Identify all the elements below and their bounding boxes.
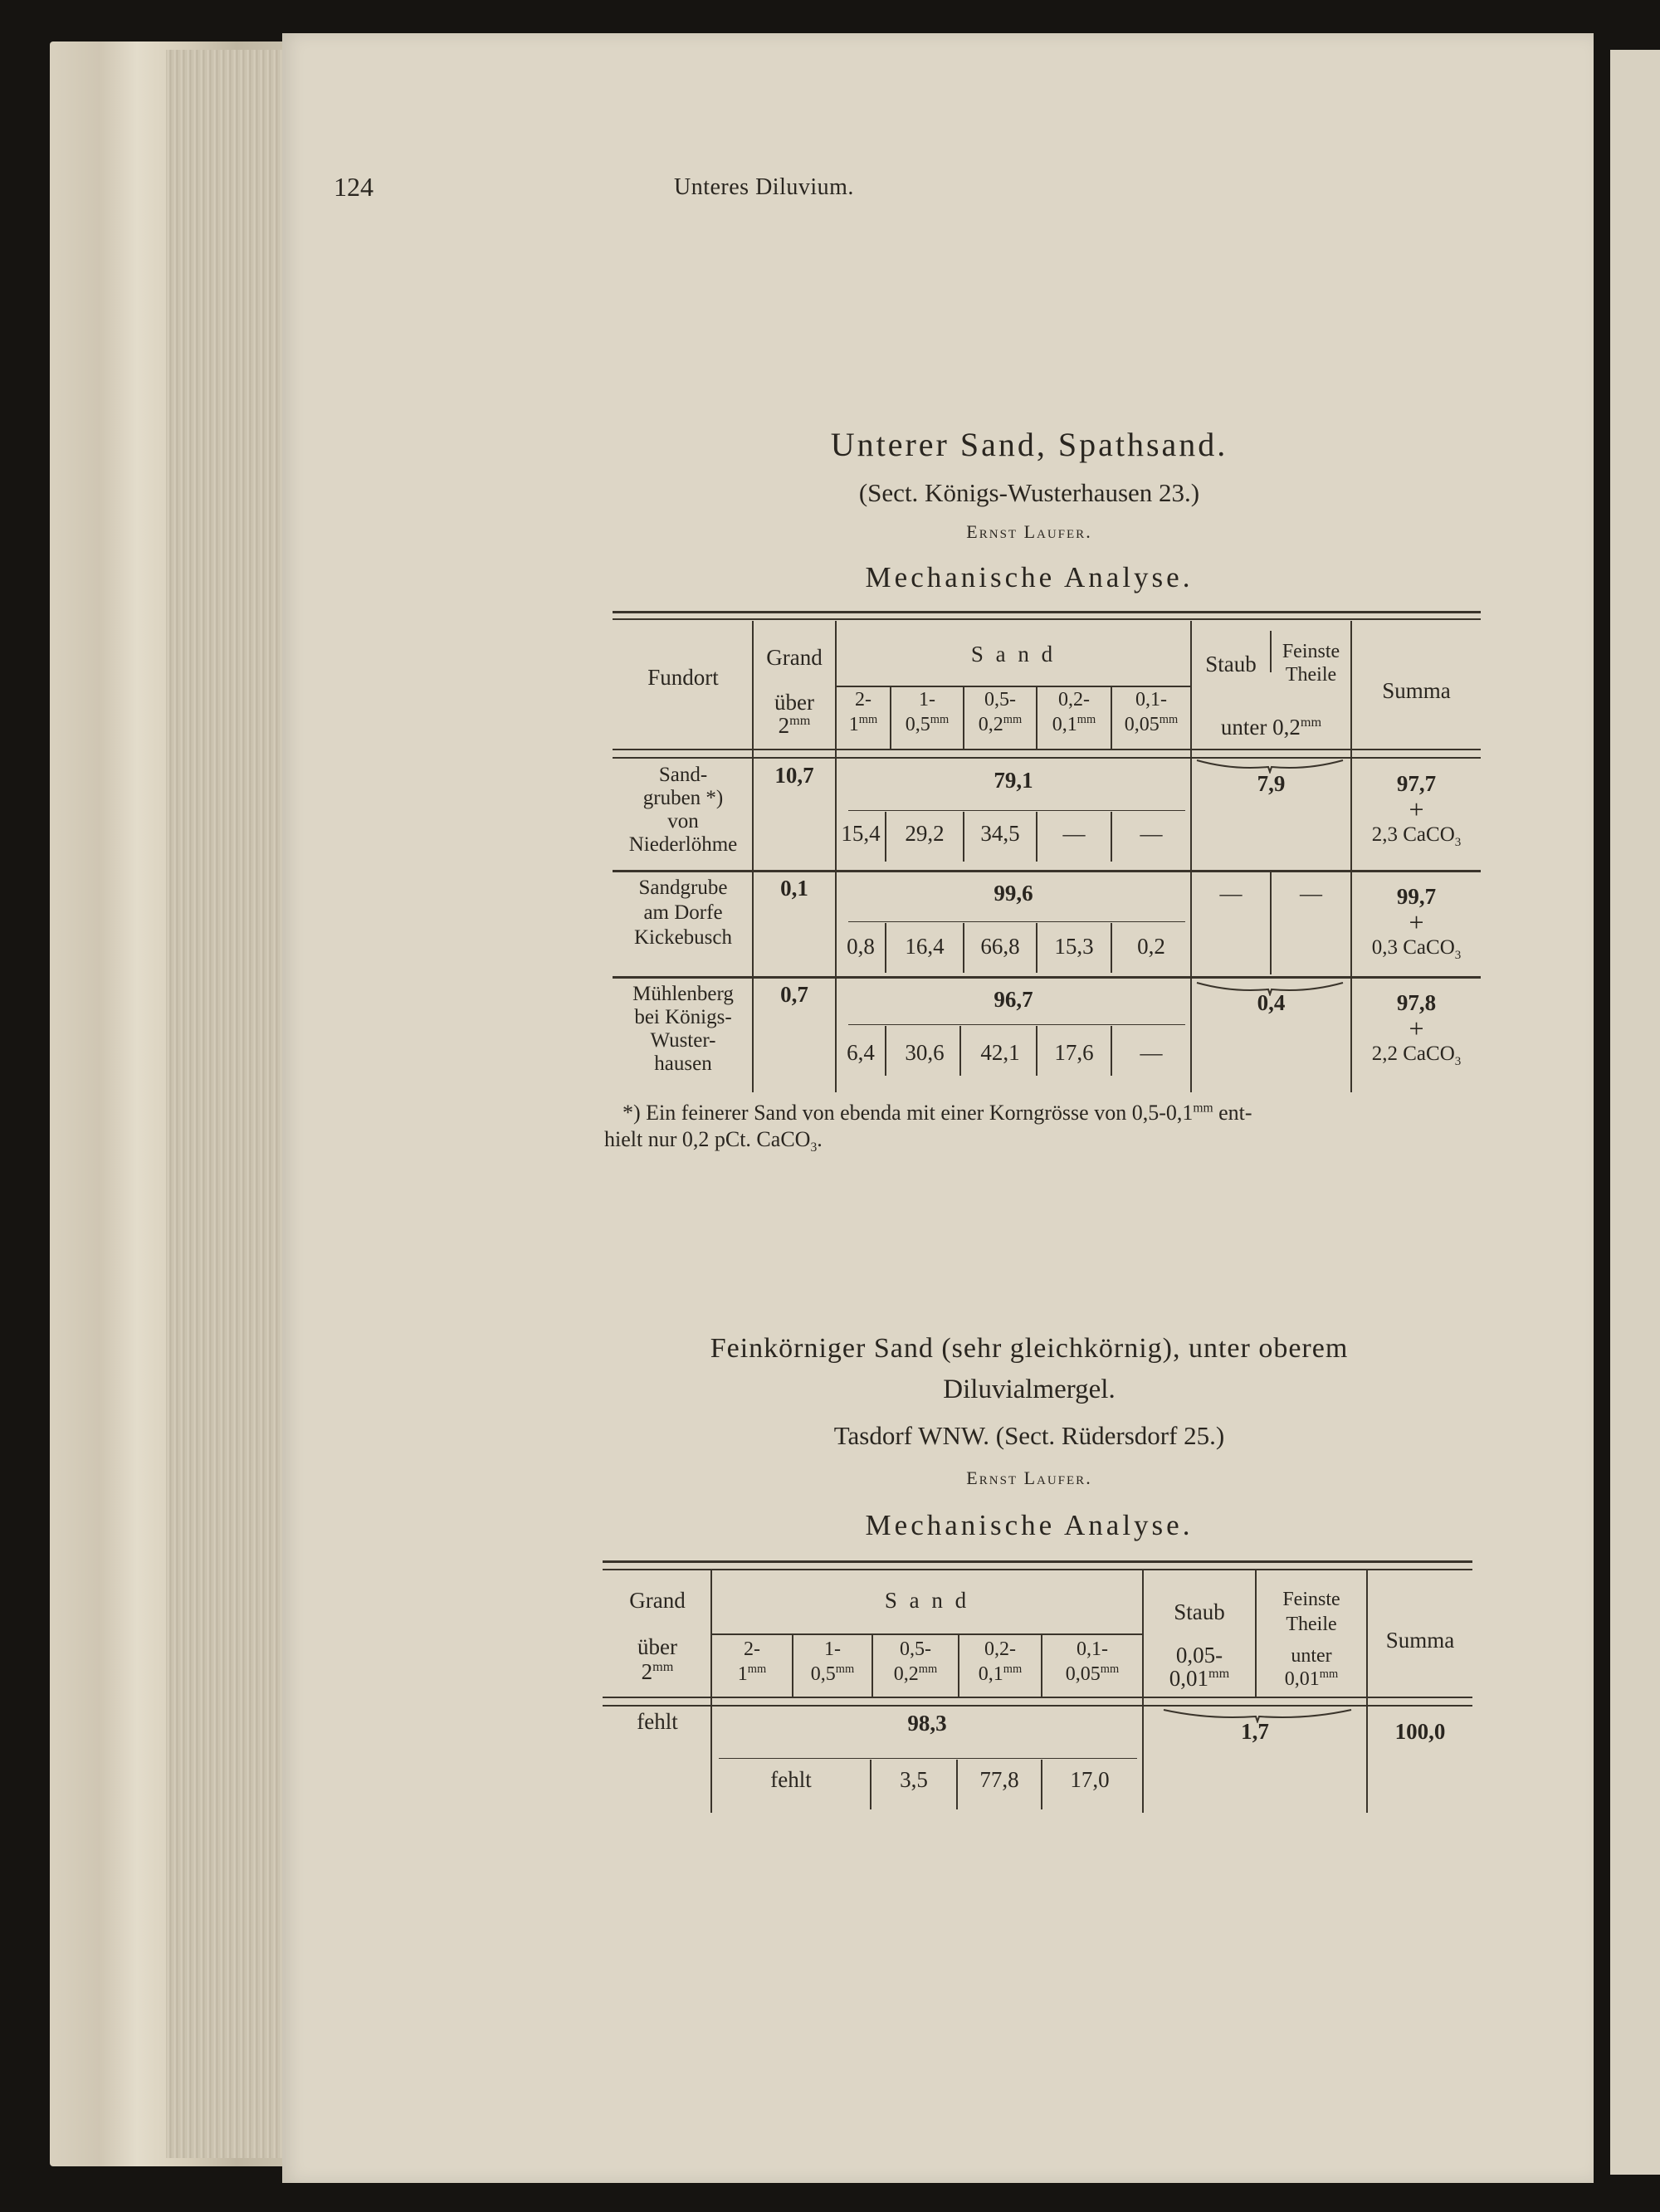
sand-col-1-a: 1- bbox=[919, 689, 935, 710]
row1-sand-part-0: 0,8 bbox=[847, 934, 875, 959]
t2-sand-col-0-a: 2- bbox=[744, 1638, 760, 1660]
opposite-page-edge bbox=[1610, 50, 1660, 2175]
header-summa: Summa bbox=[1382, 678, 1451, 703]
t2-sand-col-3-b: $0,1^{mm}$ bbox=[978, 1663, 1023, 1685]
row2-grand: 0,7 bbox=[780, 982, 808, 1007]
row2-sand-part-1: 30,6 bbox=[905, 1040, 945, 1065]
section2-author: Ernst Laufer. bbox=[966, 1467, 1092, 1488]
row1-summa: 99,7 bbox=[1396, 884, 1437, 909]
header-unter: unter $0,2^{mm}$ bbox=[1220, 715, 1322, 740]
row0-sand-part-2: 34,5 bbox=[980, 821, 1020, 846]
row2-sand-part-0: 6,4 bbox=[847, 1040, 875, 1065]
row2-staub-feinste: 0,4 bbox=[1257, 990, 1286, 1015]
sand-col-4-a: 0,1- bbox=[1135, 689, 1167, 710]
sand-col-2-b: $0,2^{mm}$ bbox=[978, 713, 1023, 735]
t2-sand-part-0: fehlt bbox=[770, 1767, 812, 1792]
row0-fundort-0: Sand- bbox=[658, 764, 708, 786]
header-grand-uber: über bbox=[774, 690, 814, 715]
section2-title-line2: Diluvialmergel. bbox=[943, 1375, 1116, 1404]
t2-staub-feinste: 1,7 bbox=[1241, 1719, 1269, 1744]
section2-subtitle: Tasdorf WNW. (Sect. Rüdersdorf 25.) bbox=[833, 1421, 1225, 1450]
t2-header-grand-size: $2^{mm}$ bbox=[641, 1659, 674, 1684]
t2-header-unter-b: $0,01^{mm}$ bbox=[1284, 1668, 1339, 1690]
row1-fundort-2: Kickebusch bbox=[633, 926, 733, 949]
t2-header-staub-a: 0,05- bbox=[1175, 1643, 1223, 1668]
row0-sand-part-3: — bbox=[1062, 821, 1086, 846]
t2-header-sand: S a n d bbox=[884, 1588, 970, 1613]
t2-sand-col-3-a: 0,2- bbox=[984, 1638, 1016, 1660]
row1-feinste: — bbox=[1300, 881, 1322, 906]
row0-fundort-2: von bbox=[667, 810, 699, 833]
row2-sand-total: 96,7 bbox=[994, 987, 1033, 1012]
sand-col-2-a: 0,5- bbox=[984, 689, 1016, 710]
row1-caco3: 0,3 CaCO$_3$ bbox=[1371, 936, 1462, 962]
row0-plus: + bbox=[1409, 794, 1424, 824]
row2-fundort-3: hausen bbox=[654, 1052, 712, 1075]
t2-sand-col-1-a: 1- bbox=[824, 1638, 841, 1660]
sand-col-1-b: $0,5^{mm}$ bbox=[905, 713, 950, 735]
row2-fundort-1: bei Königs- bbox=[634, 1006, 732, 1028]
row2-fundort-0: Mühlenberg bbox=[632, 983, 734, 1005]
row2-sand-part-2: 42,1 bbox=[980, 1040, 1020, 1065]
row1-fundort-1: am Dorfe bbox=[643, 901, 723, 924]
section2-title-line1: Feinkörniger Sand (sehr gleichkörnig), unter oberem bbox=[710, 1333, 1349, 1364]
row0-summa: 97,7 bbox=[1396, 771, 1437, 796]
row1-grand: 0,1 bbox=[780, 876, 808, 901]
section2-analysis-title: Mechanische Analyse. bbox=[865, 1509, 1194, 1541]
row0-staub-feinste: 7,9 bbox=[1257, 771, 1286, 796]
header-feinste: Feinste bbox=[1282, 641, 1340, 662]
footnote-line1: *) Ein feinerer Sand von ebenda mit einer Korngrösse von $0,5-0,1^{mm}$ ent- bbox=[622, 1101, 1252, 1125]
t2-header-summa: Summa bbox=[1385, 1628, 1455, 1653]
row0-sand-part-1: 29,2 bbox=[905, 821, 945, 846]
header-grand: Grand bbox=[766, 645, 823, 670]
t2-sand-part-3: 17,0 bbox=[1070, 1767, 1110, 1792]
t2-sand-col-4-b: $0,05^{mm}$ bbox=[1065, 1663, 1120, 1685]
t2-sand-part-2: 77,8 bbox=[979, 1767, 1019, 1792]
running-head: Unteres Diluvium. bbox=[674, 174, 854, 200]
t2-header-grand: Grand bbox=[629, 1588, 686, 1613]
brace-row1 bbox=[1195, 757, 1345, 774]
header-theile: Theile bbox=[1285, 664, 1337, 686]
row2-plus: + bbox=[1409, 1013, 1424, 1043]
row0-fundort-1: gruben *) bbox=[642, 787, 724, 809]
section1-author: Ernst Laufer. bbox=[966, 521, 1092, 542]
row2-caco3: 2,2 CaCO$_3$ bbox=[1371, 1043, 1462, 1068]
t2-sand-col-2-b: $0,2^{mm}$ bbox=[893, 1663, 938, 1685]
row2-summa: 97,8 bbox=[1396, 990, 1437, 1015]
footnote-line2: hielt nur 0,2 pCt. CaCO$_3$. bbox=[604, 1127, 823, 1155]
row1-sand-part-2: 66,8 bbox=[980, 934, 1020, 959]
brace-row3 bbox=[1195, 979, 1345, 996]
row2-fundort-2: Wuster- bbox=[650, 1029, 716, 1052]
row1-sand-part-3: 15,3 bbox=[1054, 934, 1094, 959]
t2-header-staub: Staub bbox=[1174, 1599, 1225, 1624]
row0-sand-total: 79,1 bbox=[994, 768, 1033, 793]
section1-title: Unterer Sand, Spathsand. bbox=[830, 426, 1228, 463]
t2-grand: fehlt bbox=[637, 1709, 678, 1734]
t2-sand-total: 98,3 bbox=[907, 1711, 947, 1736]
sand-col-3-b: $0,1^{mm}$ bbox=[1052, 713, 1096, 735]
sand-col-0-a: 2- bbox=[855, 689, 872, 710]
row1-sand-part-4: 0,2 bbox=[1137, 934, 1165, 959]
t2-sand-col-1-b: $0,5^{mm}$ bbox=[810, 1663, 855, 1685]
t2-summa: 100,0 bbox=[1394, 1719, 1446, 1744]
page-number: 124 bbox=[334, 172, 374, 202]
t2-sand-part-1: 3,5 bbox=[900, 1767, 928, 1792]
row2-sand-part-3: 17,6 bbox=[1054, 1040, 1094, 1065]
t2-header-feinste: Feinste bbox=[1282, 1589, 1340, 1610]
row2-sand-part-4: — bbox=[1140, 1040, 1163, 1065]
row1-plus: + bbox=[1409, 907, 1424, 937]
row1-staub: — bbox=[1219, 881, 1243, 906]
row1-sand-total: 99,6 bbox=[994, 881, 1033, 906]
sand-col-0-b: $1^{mm}$ bbox=[848, 713, 878, 735]
t2-header-unter: unter bbox=[1291, 1645, 1332, 1667]
t2-header-grand-uber: über bbox=[637, 1634, 677, 1659]
sand-col-4-b: $0,05^{mm}$ bbox=[1124, 713, 1179, 735]
sand-col-3-a: 0,2- bbox=[1058, 689, 1090, 710]
t2-sand-col-0-b: $1^{mm}$ bbox=[737, 1663, 767, 1685]
section1-subtitle: (Sect. Königs-Wusterhausen 23.) bbox=[858, 478, 1200, 507]
t2-header-theile: Theile bbox=[1286, 1614, 1337, 1635]
header-fundort: Fundort bbox=[647, 665, 719, 690]
section1-analysis-title: Mechanische Analyse. bbox=[865, 561, 1194, 593]
header-grand-size: $2^{mm}$ bbox=[778, 713, 811, 738]
header-staub: Staub bbox=[1205, 652, 1257, 676]
row1-sand-part-1: 16,4 bbox=[905, 934, 945, 959]
row0-grand: 10,7 bbox=[774, 763, 814, 788]
header-sand: S a n d bbox=[970, 642, 1057, 667]
t2-sand-col-2-a: 0,5- bbox=[900, 1638, 931, 1660]
row0-caco3: 2,3 CaCO$_3$ bbox=[1371, 823, 1462, 849]
row1-fundort-0: Sandgrube bbox=[638, 876, 728, 899]
book-page-stack bbox=[166, 50, 282, 2158]
t2-header-staub-b: $0,01^{mm}$ bbox=[1169, 1666, 1230, 1691]
row0-sand-part-4: — bbox=[1140, 821, 1163, 846]
t2-sand-col-4-a: 0,1- bbox=[1077, 1638, 1108, 1660]
row0-sand-part-0: 15,4 bbox=[841, 821, 881, 846]
row0-fundort-3: Niederlöhme bbox=[628, 833, 738, 856]
